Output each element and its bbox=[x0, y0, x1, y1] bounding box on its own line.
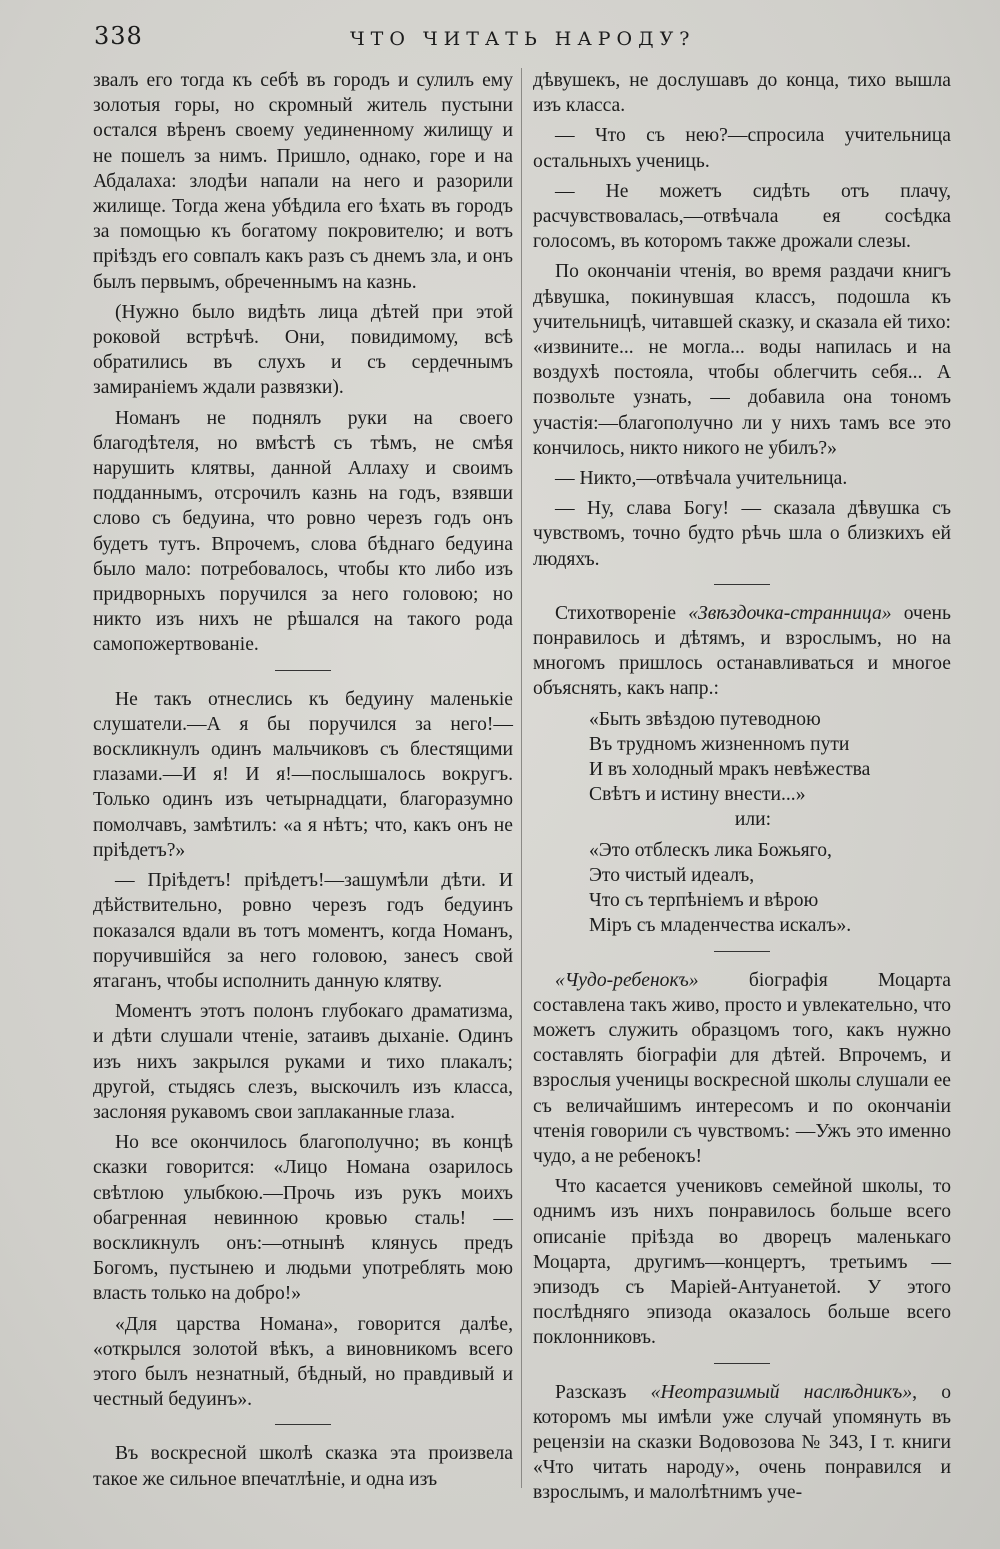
verse-line: Міръ съ младенчества искалъ». bbox=[589, 915, 852, 937]
running-title: ЧТО ЧИТАТЬ НАРОДУ? bbox=[350, 28, 696, 50]
section-rule bbox=[275, 1424, 331, 1425]
paragraph: дѣвушекъ, не дослушавъ до конца, тихо вышла изъ класса. bbox=[533, 70, 951, 117]
story-title: «Неотразимый наслѣдникъ» bbox=[650, 1381, 913, 1403]
text-run: біографія Моцарта составлена такъ живо, просто и увлекательно, что можетъ служить образцомъ того, какъ нужно составлять біографіи для дѣтей. Впрочемъ, и взрослыя ученицы воскресной школы слушали ее съ величайшимъ интересомъ и по окончаніи чтенія говорили съ чувствомъ: —Ужъ это именно чудо, а не ребенокъ! bbox=[533, 969, 951, 1167]
paragraph: Въ воскресной школѣ сказка эта произвела такое же сильное впечатлѣніе, и одна изъ bbox=[93, 1443, 513, 1490]
verse-line: Что съ терпѣніемъ и вѣрою bbox=[589, 890, 819, 912]
paragraph: — Ну, слава Богу! — сказала дѣвушка съ чувствомъ, точно будто рѣчь шла о близкихъ ей людяхъ. bbox=[533, 498, 951, 570]
text-run: Разсказъ bbox=[555, 1381, 651, 1403]
poem-title: «Звѣздочка-странница» bbox=[688, 602, 892, 624]
paragraph: (Нужно было видѣть лица дѣтей при этой роковой встрѣчѣ. Они, повидимому, всѣ обратились въ слухъ и съ сердечнымъ замираніемъ ждали развязки). bbox=[93, 301, 513, 399]
paragraph: Что касается учениковъ семейной школы, то однимъ изъ нихъ понравилось больше всего описаніе пріѣзда во дворецъ маленькаго Моцарта, другимъ—концертъ, третьимъ —эпизодъ съ Маріей-Антуанетой. У этого послѣдняго эпизода оказалось больше всего поклонниковъ. bbox=[533, 1176, 951, 1349]
paragraph: Не такъ отнеслись къ бедуину маленькіе слушатели.—А я бы поручился за него!—воскликнулъ одинъ мальчиковъ съ блестящими глазами.—И я! И я!—послышалось вокругъ. Только одинъ изъ четырнадцати, благоразумно помолчавъ, замѣтилъ: «а я нѣтъ; что, какъ онъ не пріѣдетъ?» bbox=[93, 688, 513, 861]
verse-line: Это чистый идеалъ, bbox=[589, 864, 755, 886]
paragraph: — Что съ нею?—спросила учительница остальныхъ учениць. bbox=[533, 125, 951, 172]
right-column bbox=[533, 68, 951, 1511]
page-header bbox=[90, 18, 960, 58]
paragraph: — Пріѣдетъ! пріѣдетъ!—зашумѣли дѣти. И дѣйствительно, ровно черезъ годъ бедуинъ показался вдали въ тотъ моментъ, когда Номанъ, поручившійся за него головою, занесъ свой ятаганъ, чтобы исполнить данную клятву. bbox=[93, 870, 513, 992]
page-number: 338 bbox=[94, 22, 143, 50]
paragraph bbox=[533, 1380, 951, 1506]
paragraph: По окончаніи чтенія, во время раздачи книгъ дѣвушка, покинувшая классъ, подошла къ учительницѣ, читавшей сказку, и сказала ей тихо: «извините... не могла... воды напилась и на воздухѣ постояла, чтобы облегчить себя... А позвольте узнать, — добавила она тономъ участія:—благополучно ли у нихъ тамъ все это кончилось, никто никого не убилъ?» bbox=[533, 261, 951, 459]
verse-block bbox=[533, 838, 951, 939]
verse-line: «Это отблескъ лика Божьяго, bbox=[589, 839, 832, 861]
section-rule bbox=[714, 1363, 770, 1364]
paragraph: Моментъ этотъ полонъ глубокаго драматизма, и дѣти слушали чтеніе, затаивъ дыханіе. Одинъ изъ нихъ закрылся руками и тихо плакалъ; другой, стыдясь слезъ, выскочилъ изъ класса, заслоняя рукавомъ свои заплаканные глаза. bbox=[93, 1001, 513, 1123]
column-divider bbox=[521, 68, 522, 1488]
text-run: , о которомъ мы имѣли уже случай упомянуть въ рецензіи на сказки Водовозова № 343, I т. книги «Что читать народу», очень понравился и взрослымъ, и малолѣтнимъ уче- bbox=[533, 1381, 951, 1504]
section-rule bbox=[714, 951, 770, 952]
paragraph bbox=[533, 601, 951, 702]
paragraph: Номанъ не поднялъ руки на своего благодѣтеля, но вмѣстѣ съ тѣмъ, не смѣя нарушить клятвы, данной Аллаху и своимъ подданнымъ, отсрочилъ казнь на годъ, взявши слово съ бедуина, что ровно черезъ годъ онъ будетъ тутъ. Впрочемъ, слова бѣднаго бедуина было мало: потребовалось, чтобы кто либо изъ придворныхъ поручился за него головою; но никто изъ нихъ не рѣшался на такого рода самопожертвованіе. bbox=[93, 407, 513, 656]
verse-line: Свѣтъ и истину внести...» bbox=[589, 784, 806, 806]
verse-line: Въ трудномъ жизненномъ пути bbox=[589, 733, 850, 755]
verse-line: И въ холодный мракъ невѣжества bbox=[589, 759, 871, 781]
story-title: «Чудо-ребенокъ» bbox=[555, 969, 699, 991]
left-column bbox=[93, 68, 513, 1497]
paragraph: «Для царства Номана», говорится далѣе, «открылся золотой вѣкъ, а виновникомъ всего этого былъ незнатный, бѣдный, но правдивый и честный бедуинъ». bbox=[93, 1313, 513, 1411]
text-run: Стихотвореніе bbox=[555, 602, 689, 624]
section-rule bbox=[275, 670, 331, 671]
verse-line: «Быть звѣздою путеводною bbox=[589, 708, 821, 730]
verse-block bbox=[533, 707, 951, 808]
text-run: очень понравилось и дѣтямъ, и взрослымъ, но на многомъ пришлось останавливаться и многое объяснять, какъ напр.: bbox=[533, 602, 951, 700]
paragraph: Но все окончилось благополучно; въ концѣ сказки говорится: «Лицо Номана озарилось свѣтлою улыбкою.—Прочь изъ рукъ моихъ обагренная невинною кровью сталь! — воскликнулъ онъ:—отнынѣ клянусь предъ Богомъ, пустынею и людьми употреблять мою власть только на добро!» bbox=[93, 1132, 513, 1305]
paragraph: — Не можетъ сидѣть отъ плачу, расчувствовалась,—отвѣчала ея сосѣдка голосомъ, въ которомъ также дрожали слезы. bbox=[533, 180, 951, 253]
section-rule bbox=[714, 584, 770, 585]
paragraph: звалъ его тогда къ себѣ въ городъ и сулилъ ему золотыя горы, но скромный житель пустыни остался вѣренъ своему уединенному жилищу и не пошелъ за нимъ. Пришло, однако, горе и на Абдалаха: злодѣи напали на него и разорили жилище. Тогда жена убѣдила его ѣхать въ городъ за помощью къ богатому покровителю; и вотъ пріѣздъ его совпалъ какъ разъ съ днемъ зла, и онъ былъ первымъ, обреченнымъ на казнь. bbox=[93, 70, 513, 293]
verse-connector: или: bbox=[734, 809, 772, 831]
paragraph bbox=[533, 968, 951, 1170]
paragraph: — Никто,—отвѣчала учительница. bbox=[555, 468, 848, 490]
